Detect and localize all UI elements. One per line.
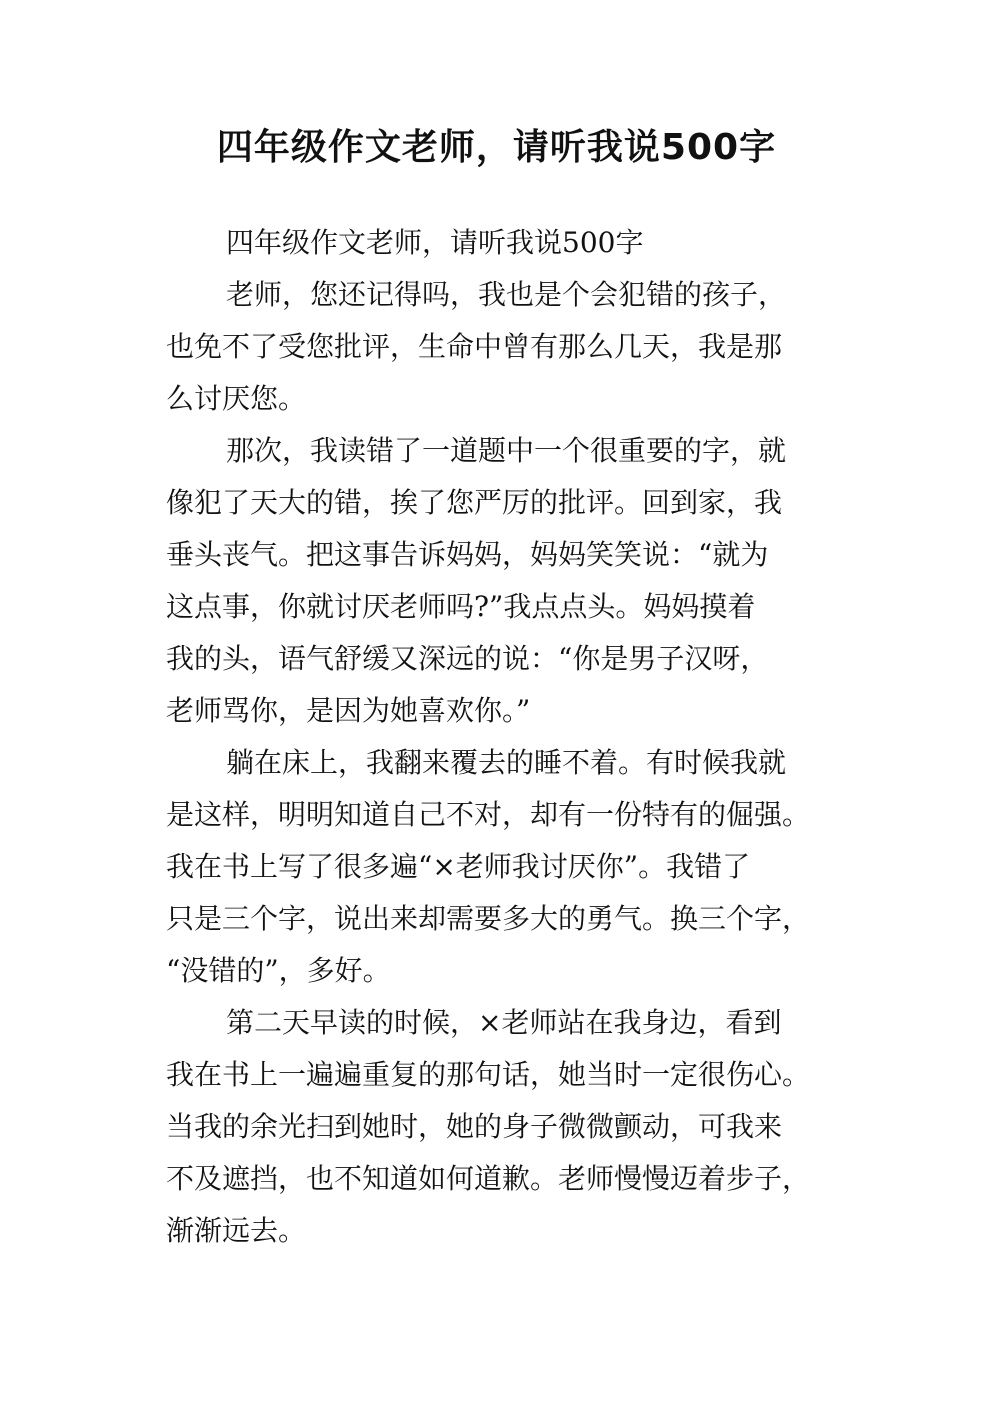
- document-title: 四年级作文老师，请听我说500字: [216, 127, 777, 168]
- body-line: 当我的余光扫到她时，她的身子微微颤动，可我来: [166, 1110, 783, 1143]
- body-line: 老师骂你，是因为她喜欢你。”: [166, 694, 531, 727]
- document-body: [166, 217, 846, 1257]
- body-line: 像犯了天大的错，挨了您严厉的批评。回到家，我: [166, 486, 783, 519]
- body-line: 渐渐远去。: [166, 1214, 307, 1247]
- body-line: 是这样，明明知道自己不对，却有一份特有的倔强。: [166, 798, 811, 831]
- body-line: “没错的”，多好。: [166, 954, 391, 987]
- body-line: 我在书上一遍遍重复的那句话，她当时一定很伤心。: [166, 1058, 811, 1091]
- body-line: 这点事，你就讨厌老师吗?”我点点头。妈妈摸着: [166, 590, 756, 623]
- body-line: 我在书上写了很多遍“×老师我讨厌你”。我错了: [166, 850, 751, 883]
- body-line: 四年级作文老师，请听我说500字: [226, 226, 644, 259]
- body-line: 躺在床上，我翻来覆去的睡不着。有时候我就: [226, 746, 787, 779]
- body-line: 那次，我读错了一道题中一个很重要的字，就: [226, 434, 787, 467]
- body-line: 第二天早读的时候，×老师站在我身边，看到: [226, 1006, 782, 1039]
- body-line: 只是三个字，说出来却需要多大的勇气。换三个字，: [166, 902, 811, 935]
- body-line: 我的头，语气舒缓又深远的说：“你是男子汉呀，: [166, 642, 769, 675]
- body-line: 不及遮挡，也不知道如何道歉。老师慢慢迈着步子，: [166, 1162, 811, 1195]
- body-line: 么讨厌您。: [166, 382, 307, 415]
- body-line: 老师，您还记得吗，我也是个会犯错的孩子，: [226, 278, 787, 311]
- body-line: 也免不了受您批评，生命中曾有那么几天，我是那: [166, 330, 783, 363]
- body-line: 垂头丧气。把这事告诉妈妈，妈妈笑笑说：“就为: [166, 538, 769, 571]
